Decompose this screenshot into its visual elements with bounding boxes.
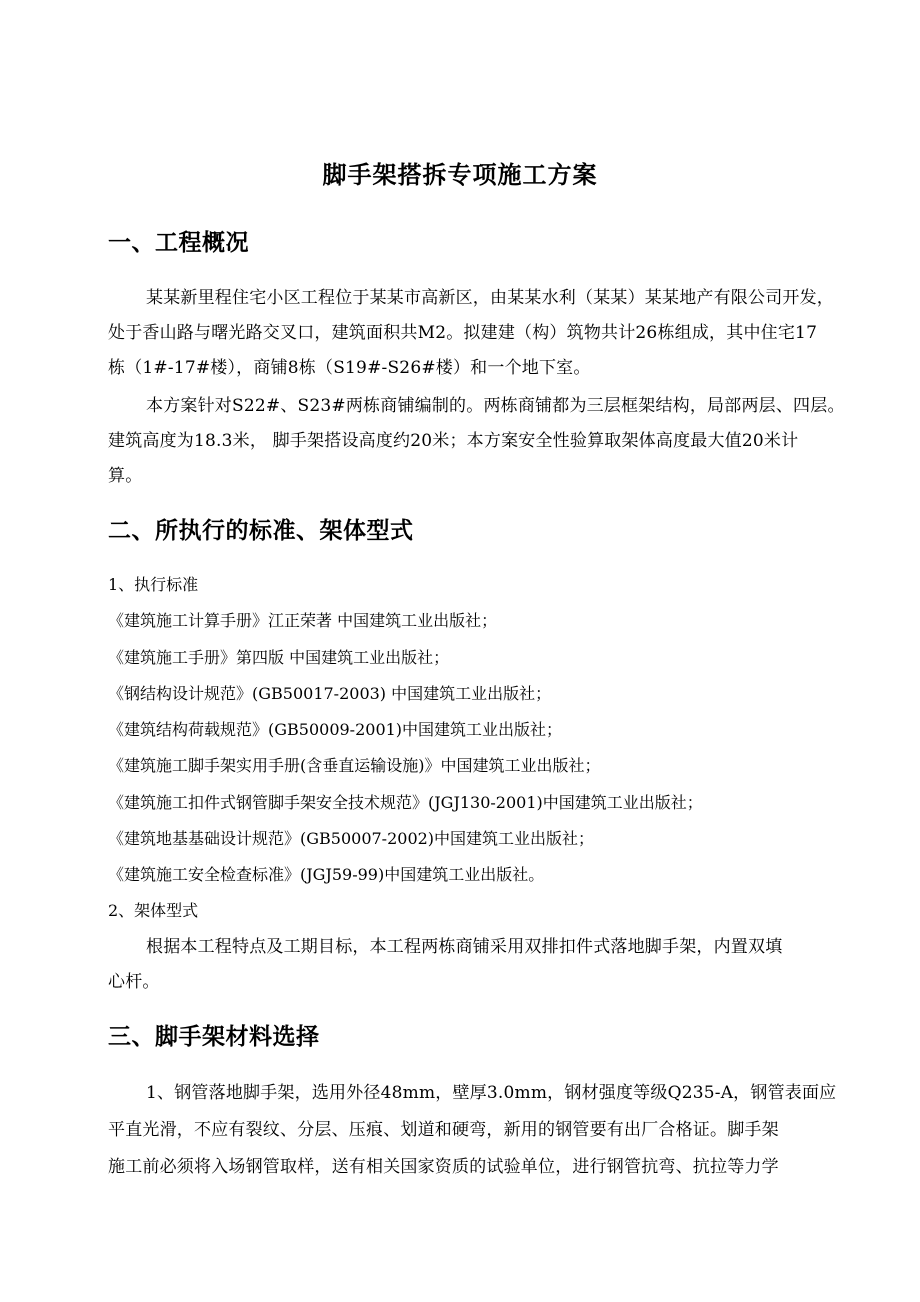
section3-para-line3: 施工前必须将入场钢管取样，送有相关国家资质的试验单位，进行钢管抗弯、抗拉等力学 (108, 1157, 779, 1177)
section2-heading: 二、所执行的标准、架体型式 (108, 518, 414, 544)
section1-para2-line3: 算。 (108, 466, 143, 486)
section3-para-line2: 平直光滑，不应有裂纹、分层、压痕、划道和硬弯，新用的钢管要有出厂合格证。脚手架 (108, 1120, 779, 1140)
standard-item: 《建筑结构荷载规范》(GB50009-2001)中国建筑工业出版社； (108, 720, 563, 739)
standard-item: 《建筑施工安全检查标准》(JGJ59-99)中国建筑工业出版社。 (108, 865, 545, 884)
standard-item: 《钢结构设计规范》(GB50017-2003) 中国建筑工业出版社； (108, 684, 552, 703)
section1-heading: 一、工程概况 (108, 230, 249, 256)
standard-item: 《建筑施工扣件式钢管脚手架安全技术规范》(JGJ130-2001)中国建筑工业出版社； (108, 793, 703, 812)
standard-item: 《建筑施工计算手册》江正荣著 中国建筑工业出版社； (108, 611, 498, 630)
section3-heading: 三、脚手架材料选择 (108, 1024, 320, 1050)
section1-para2-line1: 本方案针对S22#、S23#两栋商铺编制的。两栋商铺都为三层框架结构，局部两层、四层。 (146, 396, 845, 416)
section3-para-line1: 1、钢管落地脚手架，选用外径48mm，壁厚3.0mm，钢材强度等级Q235-A，钢管表面应 (146, 1083, 837, 1103)
section1-para1-line2: 处于香山路与曙光路交叉口，建筑面积共M2。拟建建（构）筑物共计26栋组成，其中住宅17 (108, 323, 818, 343)
section2-para-line1: 根据本工程特点及工期目标，本工程两栋商铺采用双排扣件式落地脚手架，内置双填 (146, 937, 783, 957)
section1-para1-line1: 某某新里程住宅小区工程位于某某市高新区，由某某水利（某某）某某地产有限公司开发， (146, 288, 834, 308)
section2-sub1: 1、执行标准 (108, 575, 199, 594)
section2-sub2: 2、架体型式 (108, 901, 199, 920)
standard-item: 《建筑施工脚手架实用手册(含垂直运输设施)》中国建筑工业出版社； (108, 756, 601, 775)
section1-para2-line2: 建筑高度为18.3米， 脚手架搭设高度约20米；本方案安全性验算取架体高度最大值20米计 (108, 431, 799, 451)
document-title: 脚手架搭拆专项施工方案 (322, 160, 598, 189)
standard-item: 《建筑地基基础设计规范》(GB50007-2002)中国建筑工业出版社； (108, 829, 595, 848)
standard-item: 《建筑施工手册》第四版 中国建筑工业出版社； (108, 648, 450, 667)
section2-para-line2: 心杆。 (108, 972, 160, 992)
section1-para1-line3: 栋（1#-17#楼），商铺8栋（S19#-S26#楼）和一个地下室。 (108, 358, 591, 378)
